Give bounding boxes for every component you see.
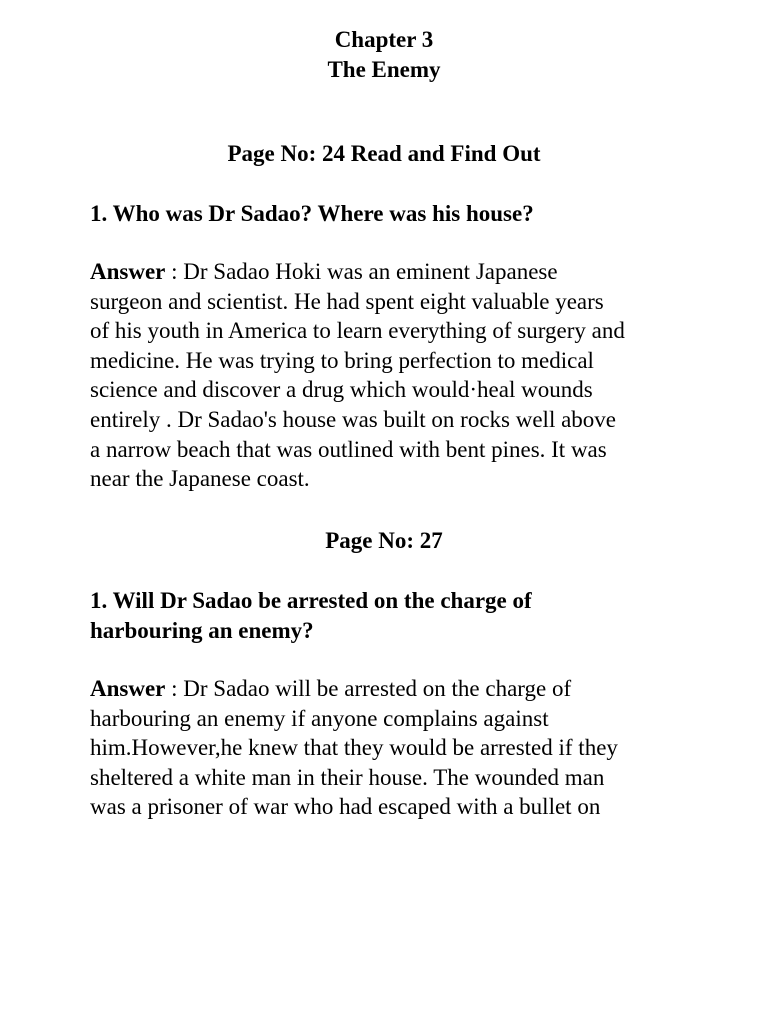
- answer-label: Answer: [90, 259, 166, 284]
- answer-line-text: : Dr Sadao will be arrested on the charge of: [165, 676, 572, 701]
- answer-line: [90, 674, 690, 704]
- answer-line: science and discover a drug which would·heal wounds: [90, 377, 593, 403]
- answer-line: of his youth in America to learn everything of surgery and: [90, 318, 625, 344]
- answer-line: was a prisoner of war who had escaped with a bullet on: [90, 794, 601, 820]
- question-line: harbouring an enemy?: [90, 617, 314, 643]
- chapter-title: The Enemy: [327, 57, 441, 82]
- answer-line: medicine. He was trying to bring perfection to medical: [90, 347, 594, 373]
- answer-line: surgeon and scientist. He had spent eight valuable years: [90, 288, 604, 314]
- answer-line-text: : Dr Sadao Hoki was an eminent Japanese: [165, 259, 558, 284]
- section-heading-page-24: Page No: 24 Read and Find Out: [227, 141, 541, 166]
- section-heading-page-27: Page No: 27: [325, 528, 443, 553]
- chapter-number: Chapter 3: [334, 27, 434, 52]
- answer-label: Answer: [90, 676, 166, 701]
- answer-line: harbouring an enemy if anyone complains against: [90, 705, 549, 731]
- answer-line: a narrow beach that was outlined with bent pines. It was: [90, 436, 607, 462]
- answer-line: near the Japanese coast.: [90, 466, 310, 492]
- answer-line: entirely . Dr Sadao's house was built on rocks well above: [90, 406, 617, 432]
- question-line: 1. Will Dr Sadao be arrested on the charge of: [90, 588, 532, 613]
- answer-line: sheltered a white man in their house. The wounded man: [90, 764, 605, 790]
- question-line: 1. Who was Dr Sadao? Where was his house?: [90, 201, 534, 226]
- question-1-page-24: [90, 199, 690, 229]
- answer-1-page-27: [90, 674, 690, 822]
- question-1-page-27: [90, 586, 690, 645]
- answer-1-page-24: [90, 257, 690, 494]
- answer-line: [90, 257, 690, 287]
- answer-line: him.However,he knew that they would be arrested if they: [90, 735, 618, 761]
